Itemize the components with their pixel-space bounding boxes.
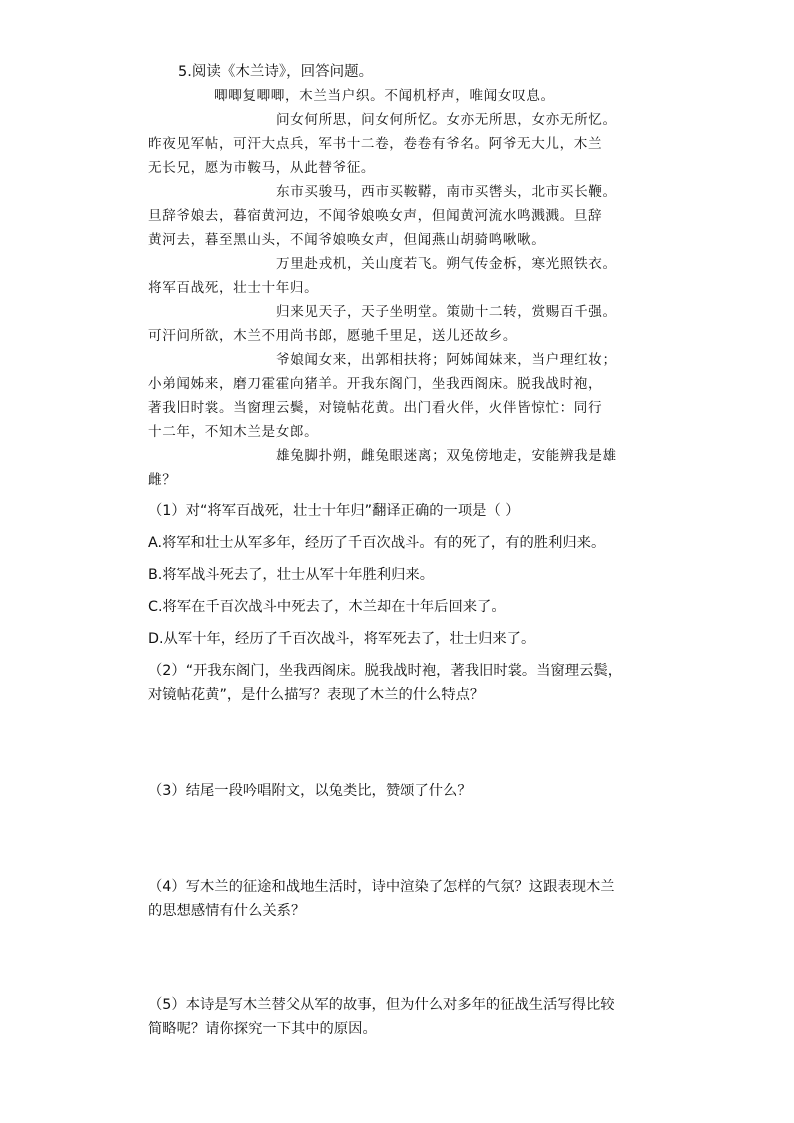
poem-line: 将军百战死，壮士十年归。: [148, 280, 319, 296]
question-5-line-2: 简略呢？请你探究一下其中的原因。: [148, 1021, 377, 1037]
poem-line: 十二年，不知木兰是女郎。: [148, 424, 319, 440]
question-3: （3）结尾一段吟唱附文，以兔类比，赞颂了什么？: [148, 783, 472, 799]
poem-line: 万里赴戎机，关山度若飞。朔气传金柝，寒光照铁衣。: [276, 256, 617, 272]
poem-line: 唧唧复唧唧，木兰当户织。不闻机杼声，唯闻女叹息。: [214, 88, 555, 104]
poem-line: 东市买骏马，西市买鞍鞯，南市买辔头，北市买长鞭。: [276, 184, 617, 200]
poem-line: 著我旧时裳。当窗理云鬓，对镜帖花黄。出门看火伴，火伴皆惊忙：同行: [148, 400, 603, 416]
question-5-line-1: （5）本诗是写木兰替父从军的故事，但为什么对多年的征战生活写得比较: [148, 997, 615, 1013]
poem-line: 无长兄，愿为市鞍马，从此替爷征。: [148, 160, 376, 176]
poem-line: 雌？: [148, 472, 177, 488]
poem-line: 雄兔脚扑朔，雌兔眼迷离；双兔傍地走，安能辨我是雄: [276, 448, 617, 464]
question-1: （1）对“将军百战死，壮士十年归”翻译正确的一项是（ ）: [148, 503, 520, 519]
poem-line: 旦辞爷娘去，暮宿黄河边，不闻爷娘唤女声，但闻黄河流水鸣溅溅。旦辞: [148, 208, 603, 224]
option-b: B.将军战斗死去了，壮士从军十年胜利归来。: [148, 567, 434, 583]
poem-line: 问女何所思，问女何所忆。女亦无所思，女亦无所忆。: [276, 112, 617, 128]
question-4-line-1: （4）写木兰的征途和战地生活时，诗中渲染了怎样的气氛？这跟表现木兰: [148, 879, 615, 895]
question-2-line-2: 对镜帖花黄”，是什么描写？表现了木兰的什么特点？: [148, 687, 485, 703]
poem-line: 昨夜见军帖，可汗大点兵，军书十二卷，卷卷有爷名。阿爷无大儿，木兰: [148, 136, 603, 152]
poem-line: 归来见天子，天子坐明堂。策勋十二转，赏赐百千强。: [276, 304, 617, 320]
question-4-line-2: 的思想感情有什么关系？: [148, 903, 306, 919]
question-heading: 5.阅读《木兰诗》，回答问题。: [178, 64, 374, 80]
option-c: C.将军在千百次战斗中死去了，木兰却在十年后回来了。: [148, 599, 506, 615]
poem-line: 爷娘闻女来，出郭相扶将；阿姊闻妹来，当户理红妆；: [276, 352, 617, 368]
poem-line: 可汗问所欲，木兰不用尚书郎，愿驰千里足，送儿还故乡。: [148, 328, 518, 344]
option-d: D.从军十年，经历了千百次战斗，将军死去了，壮士归来了。: [148, 631, 536, 647]
poem-line: 小弟闻姊来，磨刀霍霍向猪羊。开我东阁门，坐我西阁床。脱我战时袍，: [148, 376, 603, 392]
question-2-line-1: （2）“开我东阁门，坐我西阁床。脱我战时袍，著我旧时裳。当窗理云鬓，: [148, 663, 622, 679]
poem-line: 黄河去，暮至黑山头，不闻爷娘唤女声，但闻燕山胡骑鸣啾啾。: [148, 232, 546, 248]
option-a: A.将军和壮士从军多年，经历了千百次战斗。有的死了，有的胜利归来。: [148, 535, 606, 551]
